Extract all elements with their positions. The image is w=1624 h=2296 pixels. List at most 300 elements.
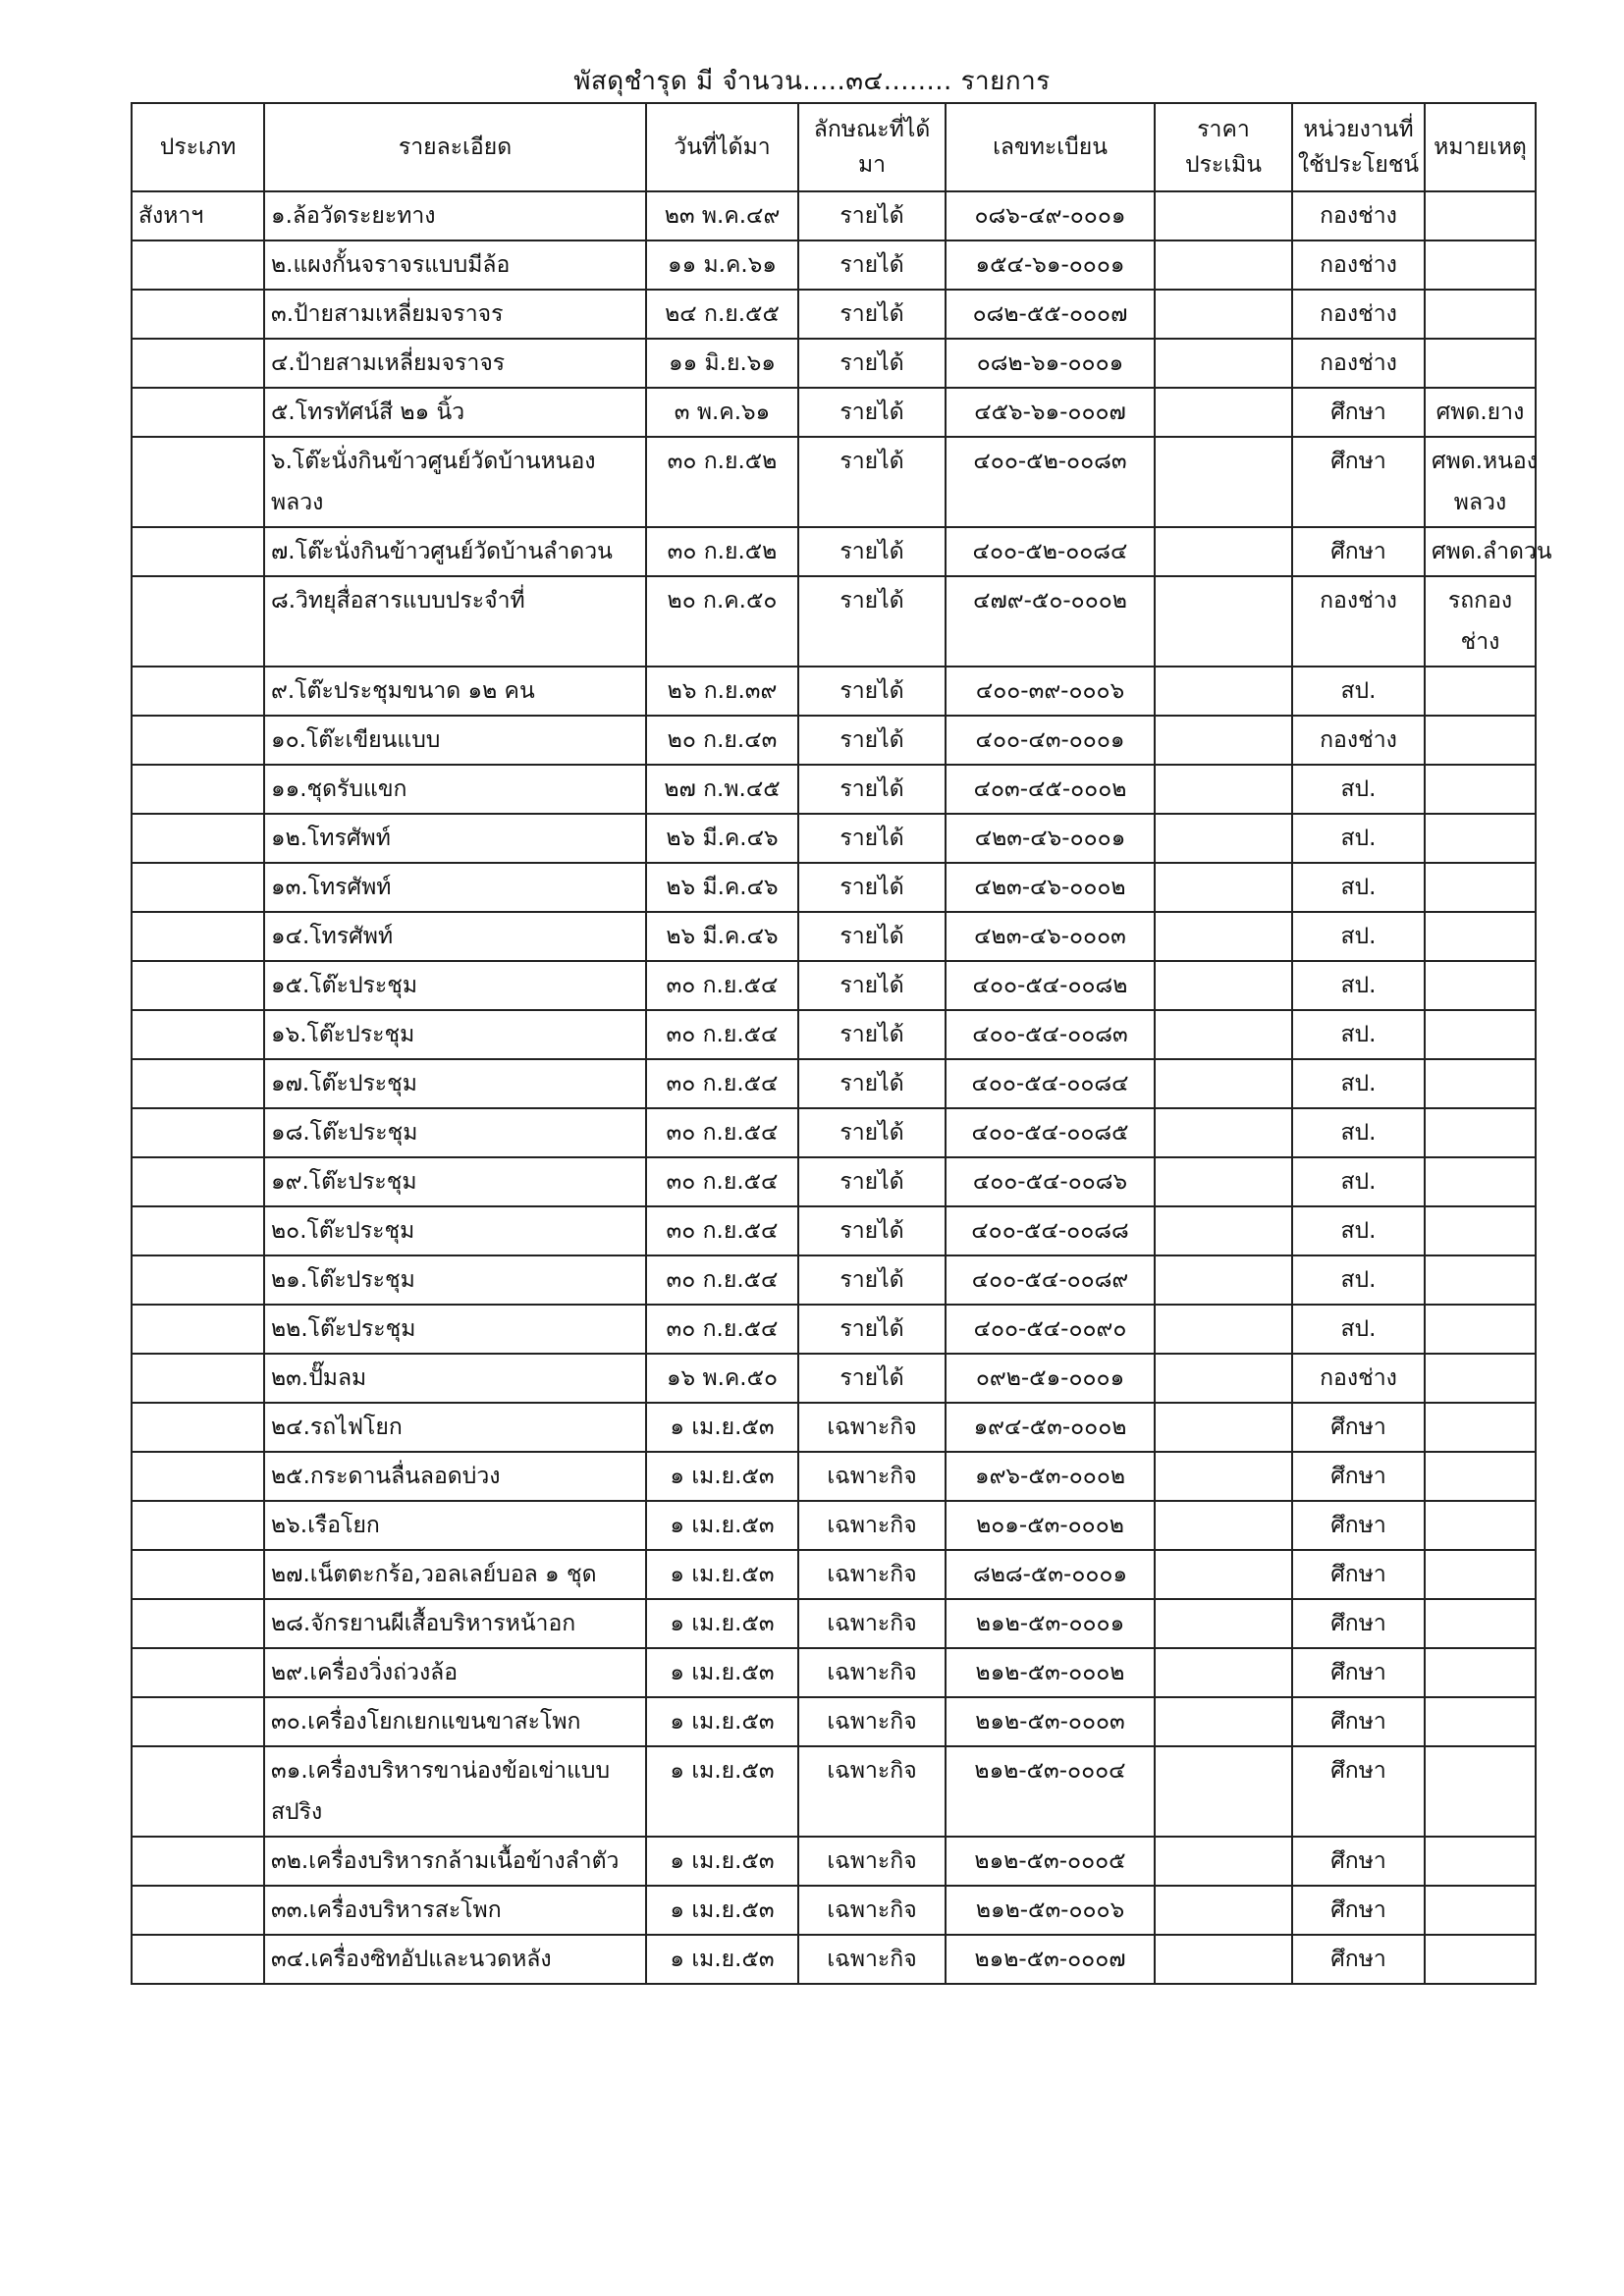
- cell-note: [1425, 1108, 1536, 1157]
- cell-date: ๒๖ มี.ค.๔๖: [646, 863, 798, 912]
- cell-method: เฉพาะกิจ: [798, 1697, 946, 1746]
- table-header-row: [132, 103, 1536, 191]
- cell-date: ๑๖ พ.ค.๕๐: [646, 1354, 798, 1403]
- cell-date: ๓๐ ก.ย.๕๔: [646, 1305, 798, 1354]
- cell-category: [132, 1886, 264, 1935]
- cell-price: [1155, 1746, 1292, 1837]
- cell-price: [1155, 1452, 1292, 1501]
- cell-detail: ๑๘.โต๊ะประชุม: [264, 1108, 646, 1157]
- cell-regno: ๔๒๓-๔๖-๐๐๐๒: [946, 863, 1155, 912]
- table-row: [132, 527, 1536, 576]
- table-row: [132, 814, 1536, 863]
- cell-detail: ๑.ล้อวัดระยะทาง: [264, 191, 646, 240]
- table-row: [132, 1305, 1536, 1354]
- cell-unit: ศึกษา: [1292, 1697, 1425, 1746]
- cell-detail: ๒๒.โต๊ะประชุม: [264, 1305, 646, 1354]
- cell-regno: ๐๘๒-๖๑-๐๐๐๑: [946, 339, 1155, 388]
- cell-regno: ๐๘๒-๕๕-๐๐๐๗: [946, 290, 1155, 339]
- cell-price: [1155, 716, 1292, 765]
- cell-unit: ศึกษา: [1292, 1837, 1425, 1886]
- cell-date: ๑ เม.ย.๕๓: [646, 1886, 798, 1935]
- cell-category: [132, 339, 264, 388]
- cell-date: ๑ เม.ย.๕๓: [646, 1403, 798, 1452]
- cell-date: ๒๓ พ.ค.๔๙: [646, 191, 798, 240]
- cell-price: [1155, 339, 1292, 388]
- cell-method: รายได้: [798, 667, 946, 716]
- cell-note: [1425, 961, 1536, 1010]
- cell-detail: ๒๕.กระดานลื่นลอดบ่วง: [264, 1452, 646, 1501]
- cell-price: [1155, 1157, 1292, 1206]
- cell-price: [1155, 1501, 1292, 1550]
- cell-category: [132, 1059, 264, 1108]
- cell-category: [132, 1108, 264, 1157]
- cell-category: [132, 863, 264, 912]
- cell-regno: ๔๕๖-๖๑-๐๐๐๗: [946, 388, 1155, 437]
- cell-regno: ๔๒๓-๔๖-๐๐๐๑: [946, 814, 1155, 863]
- cell-category: [132, 388, 264, 437]
- cell-price: [1155, 1550, 1292, 1599]
- header-date: วันที่ได้มา: [646, 103, 798, 191]
- cell-method: เฉพาะกิจ: [798, 1837, 946, 1886]
- cell-note: [1425, 1886, 1536, 1935]
- cell-regno: ๔๗๙-๕๐-๐๐๐๒: [946, 576, 1155, 667]
- cell-regno: ๐๙๒-๕๑-๐๐๐๑: [946, 1354, 1155, 1403]
- cell-price: [1155, 527, 1292, 576]
- cell-note: ศพด.ยาง: [1425, 388, 1536, 437]
- cell-price: [1155, 1354, 1292, 1403]
- cell-detail: ๒๘.จักรยานผีเสื้อบริหารหน้าอก: [264, 1599, 646, 1648]
- cell-category: สังหาฯ: [132, 191, 264, 240]
- table-row: [132, 1206, 1536, 1255]
- cell-detail: ๑๗.โต๊ะประชุม: [264, 1059, 646, 1108]
- cell-unit: สป.: [1292, 1010, 1425, 1059]
- cell-method: เฉพาะกิจ: [798, 1403, 946, 1452]
- cell-unit: สป.: [1292, 1305, 1425, 1354]
- cell-category: [132, 1697, 264, 1746]
- cell-regno: ๐๘๖-๔๙-๐๐๐๑: [946, 191, 1155, 240]
- cell-unit: สป.: [1292, 961, 1425, 1010]
- header-detail: รายละเอียด: [264, 103, 646, 191]
- table-row: [132, 1452, 1536, 1501]
- table-row: [132, 1648, 1536, 1697]
- cell-date: ๒๔ ก.ย.๕๕: [646, 290, 798, 339]
- cell-note: [1425, 1305, 1536, 1354]
- cell-regno: ๔๐๐-๕๔-๐๐๘๒: [946, 961, 1155, 1010]
- cell-method: รายได้: [798, 1059, 946, 1108]
- cell-date: ๑๑ มิ.ย.๖๑: [646, 339, 798, 388]
- cell-note: [1425, 1550, 1536, 1599]
- cell-price: [1155, 814, 1292, 863]
- cell-note: [1425, 339, 1536, 388]
- cell-method: รายได้: [798, 814, 946, 863]
- cell-date: ๓๐ ก.ย.๕๔: [646, 961, 798, 1010]
- cell-method: รายได้: [798, 1206, 946, 1255]
- cell-regno: ๒๑๒-๕๓-๐๐๐๗: [946, 1935, 1155, 1984]
- cell-detail: ๑๓.โทรศัพท์: [264, 863, 646, 912]
- cell-note: [1425, 1206, 1536, 1255]
- cell-note: [1425, 814, 1536, 863]
- cell-method: รายได้: [798, 1108, 946, 1157]
- cell-method: เฉพาะกิจ: [798, 1599, 946, 1648]
- cell-date: ๓๐ ก.ย.๕๔: [646, 1010, 798, 1059]
- cell-regno: ๒๑๒-๕๓-๐๐๐๓: [946, 1697, 1155, 1746]
- cell-category: [132, 1746, 264, 1837]
- cell-unit: ศึกษา: [1292, 388, 1425, 437]
- cell-price: [1155, 1935, 1292, 1984]
- cell-price: [1155, 863, 1292, 912]
- cell-note: [1425, 1157, 1536, 1206]
- cell-note: [1425, 1697, 1536, 1746]
- cell-regno: ๒๑๒-๕๓-๐๐๐๑: [946, 1599, 1155, 1648]
- cell-unit: กองช่าง: [1292, 290, 1425, 339]
- cell-price: [1155, 961, 1292, 1010]
- cell-regno: ๔๐๐-๕๔-๐๐๘๔: [946, 1059, 1155, 1108]
- cell-unit: ศึกษา: [1292, 1403, 1425, 1452]
- cell-detail: ๘.วิทยุสื่อสารแบบประจำที่: [264, 576, 646, 667]
- cell-method: รายได้: [798, 863, 946, 912]
- cell-category: [132, 1305, 264, 1354]
- cell-category: [132, 527, 264, 576]
- cell-date: ๓๐ ก.ย.๕๔: [646, 1206, 798, 1255]
- cell-category: [132, 912, 264, 961]
- cell-method: รายได้: [798, 290, 946, 339]
- cell-category: [132, 1935, 264, 1984]
- cell-note: [1425, 1403, 1536, 1452]
- table-row: [132, 1354, 1536, 1403]
- cell-price: [1155, 290, 1292, 339]
- cell-unit: ศึกษา: [1292, 1599, 1425, 1648]
- cell-detail: ๙.โต๊ะประชุมขนาด ๑๒ คน: [264, 667, 646, 716]
- cell-method: เฉพาะกิจ: [798, 1550, 946, 1599]
- cell-detail: ๒๐.โต๊ะประชุม: [264, 1206, 646, 1255]
- cell-note: ศพด.ลำดวน: [1425, 527, 1536, 576]
- cell-price: [1155, 1837, 1292, 1886]
- table-row: [132, 1746, 1536, 1837]
- cell-unit: กองช่าง: [1292, 339, 1425, 388]
- cell-detail: ๖.โต๊ะนั่งกินข้าวศูนย์วัดบ้านหนองพลวง: [264, 437, 646, 527]
- cell-category: [132, 716, 264, 765]
- cell-note: [1425, 1837, 1536, 1886]
- cell-unit: สป.: [1292, 765, 1425, 814]
- cell-category: [132, 1354, 264, 1403]
- cell-category: [132, 1452, 264, 1501]
- cell-note: [1425, 765, 1536, 814]
- header-unit: หน่วยงานที่ใช้ประโยชน์: [1292, 103, 1425, 191]
- cell-unit: สป.: [1292, 1059, 1425, 1108]
- header-method: ลักษณะที่ได้มา: [798, 103, 946, 191]
- cell-method: รายได้: [798, 765, 946, 814]
- cell-detail: ๒.แผงกั้นจราจรแบบมีล้อ: [264, 240, 646, 290]
- cell-method: รายได้: [798, 191, 946, 240]
- cell-category: [132, 1206, 264, 1255]
- cell-category: [132, 576, 264, 667]
- table-row: [132, 1108, 1536, 1157]
- table-row: [132, 1010, 1536, 1059]
- cell-unit: ศึกษา: [1292, 527, 1425, 576]
- cell-method: รายได้: [798, 1305, 946, 1354]
- table-row: [132, 1599, 1536, 1648]
- cell-method: รายได้: [798, 1010, 946, 1059]
- cell-method: รายได้: [798, 388, 946, 437]
- cell-date: ๓๐ ก.ย.๕๔: [646, 1157, 798, 1206]
- cell-date: ๓๐ ก.ย.๕๒: [646, 437, 798, 527]
- cell-date: ๒๖ มี.ค.๔๖: [646, 814, 798, 863]
- table-row: [132, 1403, 1536, 1452]
- table-row: [132, 576, 1536, 667]
- table-row: [132, 1886, 1536, 1935]
- cell-method: เฉพาะกิจ: [798, 1746, 946, 1837]
- cell-unit: สป.: [1292, 814, 1425, 863]
- table-row: [132, 1697, 1536, 1746]
- cell-regno: ๒๑๒-๕๓-๐๐๐๔: [946, 1746, 1155, 1837]
- cell-regno: ๘๒๘-๕๓-๐๐๐๑: [946, 1550, 1155, 1599]
- cell-regno: ๒๑๒-๕๓-๐๐๐๖: [946, 1886, 1155, 1935]
- cell-date: ๒๐ ก.ย.๔๓: [646, 716, 798, 765]
- cell-regno: ๔๐๐-๕๔-๐๐๘๖: [946, 1157, 1155, 1206]
- cell-note: [1425, 912, 1536, 961]
- cell-unit: กองช่าง: [1292, 1354, 1425, 1403]
- cell-detail: ๓๑.เครื่องบริหารขาน่องข้อเข่าแบบสปริง: [264, 1746, 646, 1837]
- cell-price: [1155, 388, 1292, 437]
- cell-note: [1425, 1354, 1536, 1403]
- cell-category: [132, 1599, 264, 1648]
- cell-detail: ๑๖.โต๊ะประชุม: [264, 1010, 646, 1059]
- cell-date: ๓๐ ก.ย.๕๔: [646, 1059, 798, 1108]
- table-row: [132, 912, 1536, 961]
- cell-regno: ๔๐๓-๔๕-๐๐๐๒: [946, 765, 1155, 814]
- cell-unit: ศึกษา: [1292, 1501, 1425, 1550]
- cell-note: [1425, 1501, 1536, 1550]
- cell-detail: ๗.โต๊ะนั่งกินข้าวศูนย์วัดบ้านลำดวน: [264, 527, 646, 576]
- cell-detail: ๒๗.เน็ตตะกร้อ,วอลเลย์บอล ๑ ชุด: [264, 1550, 646, 1599]
- cell-unit: ศึกษา: [1292, 1648, 1425, 1697]
- table-row: [132, 1255, 1536, 1305]
- cell-unit: ศึกษา: [1292, 1886, 1425, 1935]
- cell-method: รายได้: [798, 716, 946, 765]
- cell-note: [1425, 1255, 1536, 1305]
- table-row: [132, 1059, 1536, 1108]
- cell-regno: ๔๐๐-๕๔-๐๐๘๓: [946, 1010, 1155, 1059]
- cell-method: เฉพาะกิจ: [798, 1452, 946, 1501]
- cell-regno: ๒๑๒-๕๓-๐๐๐๕: [946, 1837, 1155, 1886]
- cell-detail: ๑๔.โทรศัพท์: [264, 912, 646, 961]
- cell-note: [1425, 1010, 1536, 1059]
- table-row: [132, 240, 1536, 290]
- cell-unit: กองช่าง: [1292, 191, 1425, 240]
- cell-price: [1155, 240, 1292, 290]
- cell-date: ๑ เม.ย.๕๓: [646, 1648, 798, 1697]
- cell-method: เฉพาะกิจ: [798, 1886, 946, 1935]
- cell-detail: ๑๕.โต๊ะประชุม: [264, 961, 646, 1010]
- cell-note: [1425, 1648, 1536, 1697]
- cell-regno: ๑๙๔-๕๓-๐๐๐๒: [946, 1403, 1155, 1452]
- cell-method: เฉพาะกิจ: [798, 1648, 946, 1697]
- header-category: ประเภท: [132, 103, 264, 191]
- cell-detail: ๓๓.เครื่องบริหารสะโพก: [264, 1886, 646, 1935]
- cell-detail: ๕.โทรทัศน์สี ๒๑ นิ้ว: [264, 388, 646, 437]
- cell-regno: ๔๐๐-๕๔-๐๐๘๕: [946, 1108, 1155, 1157]
- table-row: [132, 1501, 1536, 1550]
- cell-date: ๑ เม.ย.๕๓: [646, 1599, 798, 1648]
- table-row: [132, 191, 1536, 240]
- cell-unit: ศึกษา: [1292, 1550, 1425, 1599]
- cell-method: รายได้: [798, 1255, 946, 1305]
- cell-method: รายได้: [798, 437, 946, 527]
- cell-date: ๑๑ ม.ค.๖๑: [646, 240, 798, 290]
- cell-detail: ๒๑.โต๊ะประชุม: [264, 1255, 646, 1305]
- cell-category: [132, 1010, 264, 1059]
- cell-date: ๑ เม.ย.๕๓: [646, 1501, 798, 1550]
- cell-note: ศพด.หนองพลวง: [1425, 437, 1536, 527]
- cell-date: ๒๖ ก.ย.๓๙: [646, 667, 798, 716]
- cell-price: [1155, 1108, 1292, 1157]
- cell-method: รายได้: [798, 961, 946, 1010]
- cell-unit: สป.: [1292, 1255, 1425, 1305]
- cell-unit: ศึกษา: [1292, 437, 1425, 527]
- cell-method: รายได้: [798, 339, 946, 388]
- header-price: ราคาประเมิน: [1155, 103, 1292, 191]
- cell-detail: ๓๐.เครื่องโยกเยกแขนขาสะโพก: [264, 1697, 646, 1746]
- cell-regno: ๔๐๐-๓๙-๐๐๐๖: [946, 667, 1155, 716]
- cell-note: [1425, 1452, 1536, 1501]
- cell-price: [1155, 1255, 1292, 1305]
- cell-category: [132, 1255, 264, 1305]
- cell-regno: ๔๐๐-๕๒-๐๐๘๓: [946, 437, 1155, 527]
- cell-detail: ๒๖.เรือโยก: [264, 1501, 646, 1550]
- cell-detail: ๓.ป้ายสามเหลี่ยมจราจร: [264, 290, 646, 339]
- table-row: [132, 863, 1536, 912]
- table-row: [132, 1837, 1536, 1886]
- cell-regno: ๔๐๐-๕๔-๐๐๘๙: [946, 1255, 1155, 1305]
- table-row: [132, 716, 1536, 765]
- cell-note: [1425, 667, 1536, 716]
- cell-date: ๒๗ ก.พ.๔๕: [646, 765, 798, 814]
- cell-detail: ๑๒.โทรศัพท์: [264, 814, 646, 863]
- cell-price: [1155, 1206, 1292, 1255]
- cell-method: รายได้: [798, 1157, 946, 1206]
- cell-method: รายได้: [798, 1354, 946, 1403]
- page-title: พัสดุชำรุด มี จำนวน.....๓๔........ รายการ: [573, 67, 1051, 96]
- cell-note: [1425, 240, 1536, 290]
- cell-detail: ๑๐.โต๊ะเขียนแบบ: [264, 716, 646, 765]
- cell-category: [132, 765, 264, 814]
- cell-unit: กองช่าง: [1292, 240, 1425, 290]
- cell-method: รายได้: [798, 912, 946, 961]
- cell-category: [132, 240, 264, 290]
- table-row: [132, 1935, 1536, 1984]
- cell-date: ๑ เม.ย.๕๓: [646, 1697, 798, 1746]
- cell-price: [1155, 912, 1292, 961]
- cell-method: รายได้: [798, 576, 946, 667]
- cell-price: [1155, 437, 1292, 527]
- cell-regno: ๑๙๖-๕๓-๐๐๐๒: [946, 1452, 1155, 1501]
- cell-price: [1155, 1403, 1292, 1452]
- cell-price: [1155, 1305, 1292, 1354]
- cell-price: [1155, 1059, 1292, 1108]
- cell-unit: สป.: [1292, 1108, 1425, 1157]
- table-row: [132, 1157, 1536, 1206]
- cell-price: [1155, 1648, 1292, 1697]
- cell-unit: สป.: [1292, 912, 1425, 961]
- cell-detail: ๑๙.โต๊ะประชุม: [264, 1157, 646, 1206]
- cell-note: [1425, 1746, 1536, 1837]
- cell-unit: สป.: [1292, 667, 1425, 716]
- cell-category: [132, 290, 264, 339]
- table-row: [132, 765, 1536, 814]
- cell-regno: ๑๕๔-๖๑-๐๐๐๑: [946, 240, 1155, 290]
- cell-date: ๒๐ ก.ค.๕๐: [646, 576, 798, 667]
- cell-date: ๑ เม.ย.๕๓: [646, 1452, 798, 1501]
- cell-detail: ๒๔.รถไฟโยก: [264, 1403, 646, 1452]
- inventory-table: [131, 102, 1552, 1985]
- cell-price: [1155, 765, 1292, 814]
- cell-detail: ๓๔.เครื่องซิทอัปและนวดหลัง: [264, 1935, 646, 1984]
- cell-note: [1425, 191, 1536, 240]
- cell-date: ๓ พ.ค.๖๑: [646, 388, 798, 437]
- cell-regno: ๒๑๒-๕๓-๐๐๐๒: [946, 1648, 1155, 1697]
- cell-category: [132, 814, 264, 863]
- cell-regno: ๔๐๐-๕๔-๐๐๘๘: [946, 1206, 1155, 1255]
- cell-note: [1425, 290, 1536, 339]
- cell-regno: ๒๐๑-๕๓-๐๐๐๒: [946, 1501, 1155, 1550]
- cell-detail: ๔.ป้ายสามเหลี่ยมจราจร: [264, 339, 646, 388]
- cell-category: [132, 1837, 264, 1886]
- cell-detail: ๒๙.เครื่องวิ่งถ่วงล้อ: [264, 1648, 646, 1697]
- cell-regno: ๔๐๐-๕๒-๐๐๘๔: [946, 527, 1155, 576]
- cell-date: ๑ เม.ย.๕๓: [646, 1935, 798, 1984]
- cell-unit: กองช่าง: [1292, 716, 1425, 765]
- cell-category: [132, 1501, 264, 1550]
- cell-date: ๓๐ ก.ย.๕๔: [646, 1108, 798, 1157]
- cell-price: [1155, 1010, 1292, 1059]
- cell-category: [132, 1403, 264, 1452]
- cell-price: [1155, 191, 1292, 240]
- cell-detail: ๑๑.ชุดรับแขก: [264, 765, 646, 814]
- cell-detail: ๓๒.เครื่องบริหารกล้ามเนื้อข้างลำตัว: [264, 1837, 646, 1886]
- cell-unit: ศึกษา: [1292, 1452, 1425, 1501]
- cell-date: ๑ เม.ย.๕๓: [646, 1746, 798, 1837]
- table-row: [132, 961, 1536, 1010]
- cell-method: เฉพาะกิจ: [798, 1501, 946, 1550]
- table-row: [132, 1550, 1536, 1599]
- header-note: หมายเหตุ: [1425, 103, 1536, 191]
- table-row: [132, 290, 1536, 339]
- cell-note: [1425, 716, 1536, 765]
- cell-price: [1155, 576, 1292, 667]
- cell-note: [1425, 1599, 1536, 1648]
- table-row: [132, 667, 1536, 716]
- cell-category: [132, 1648, 264, 1697]
- table-row: [132, 339, 1536, 388]
- cell-unit: ศึกษา: [1292, 1935, 1425, 1984]
- cell-price: [1155, 1697, 1292, 1746]
- cell-unit: สป.: [1292, 863, 1425, 912]
- cell-category: [132, 667, 264, 716]
- cell-regno: ๔๒๓-๔๖-๐๐๐๓: [946, 912, 1155, 961]
- cell-note: รถกองช่าง: [1425, 576, 1536, 667]
- cell-note: [1425, 1935, 1536, 1984]
- cell-price: [1155, 1886, 1292, 1935]
- cell-unit: สป.: [1292, 1206, 1425, 1255]
- cell-category: [132, 1550, 264, 1599]
- cell-regno: ๔๐๐-๔๓-๐๐๐๑: [946, 716, 1155, 765]
- table-row: [132, 437, 1536, 527]
- cell-date: ๓๐ ก.ย.๕๔: [646, 1255, 798, 1305]
- cell-method: รายได้: [798, 240, 946, 290]
- cell-price: [1155, 1599, 1292, 1648]
- cell-date: ๒๖ มี.ค.๔๖: [646, 912, 798, 961]
- cell-unit: ศึกษา: [1292, 1746, 1425, 1837]
